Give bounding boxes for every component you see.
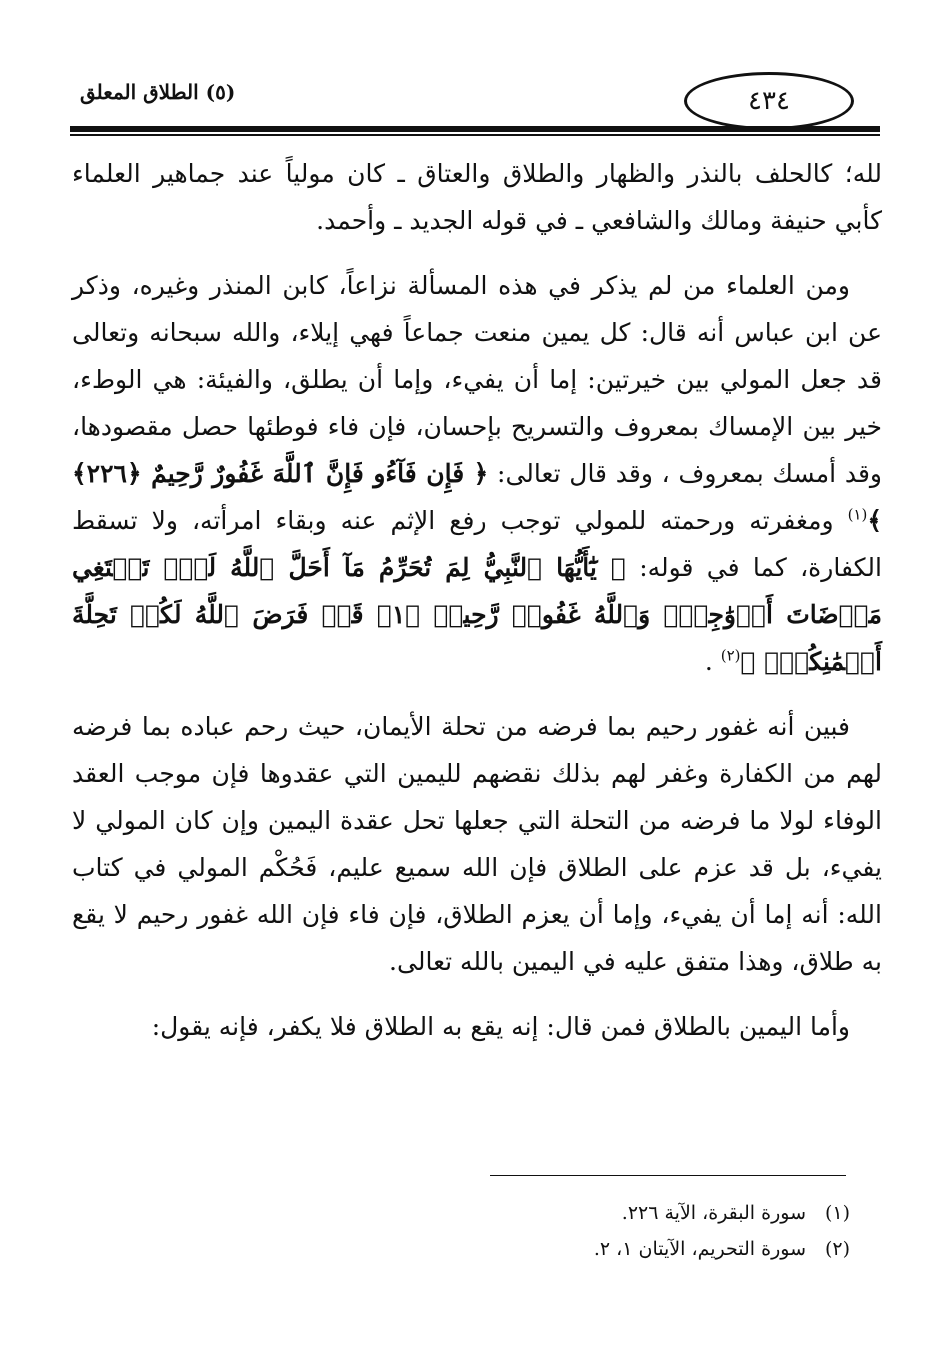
quran-verse: ﴿ يَٰٓأَيُّهَا ٱلنَّبِيُّ لِمَ تُحَرِّمُ مَآ أَحَلَّ ٱللَّهُ لَكَۖ تَبۡتَغِي مَرۡضَاتَ أَزۡوَٰجِكَۚ وَٱللَّهُ غَفُورٞ رَّحِيمٞ ﴿١﴾ قَدۡ فَرَضَ ٱللَّهُ لَكُمۡ تَحِلَّةَ أَيۡمَٰنِكُمۡۚ ﴾ [72,553,883,676]
footnote-item [300,1195,850,1231]
paragraph-text: وأما اليمين بالطلاق فمن قال: إنه يقع به الطلاق فلا يكفر، فإنه يقول: [151,1012,850,1041]
footnote-item [300,1231,850,1267]
footnote-text: سورة البقرة، الآية ٢٢٦. [621,1202,806,1224]
paragraph [72,262,882,685]
footnote-text: سورة التحريم، الآيتان ١، ٢. [593,1238,806,1260]
page-number-text: ٤٣٤ [748,86,790,116]
footnote-divider [490,1175,846,1176]
paragraph-text: فبين أنه غفور رحيم بما فرضه من تحلة الأيمان، حيث رحم عباده بما فرضه لهم من الكفارة وغفر لهم بذلك نقضهم لليمين التي عقدوها فإن موجب العقد الوفاء لولا ما فرضه من التحلة التي جعلها تحل عقدة اليمين وإن كان المولي لا يفيء، بل قد عزم على الطلاق فإن الله سميع عليم، فَحُكْم المولي في كتاب الله: أنه إما أن يفيء، وإما أن يعزم الطلاق، فإن فاء فإن الله غفور رحيم لا يقع به طلاق، وهذا متفق عليه في اليمين بالله تعالى. [72,712,882,976]
footnotes [300,1195,850,1267]
paragraph-text: لله؛ كالحلف بالنذر والظهار والطلاق والعتاق ـ كان مولياً عند جماهير العلماء كأبي حنيفة ومالك والشافعي ـ في قوله الجديد ـ وأحمد. [72,159,882,235]
paragraph [72,150,882,244]
header-rule-thin [70,134,880,136]
body-text [72,150,882,1068]
page-header [70,66,880,136]
footnote-number: (٢) [824,1238,850,1260]
paragraph [72,1003,882,1050]
running-title: (٥) الطلاق المعلق [80,80,236,104]
paragraph-text: . [704,647,721,676]
paragraph [72,703,882,985]
footnote-number: (١) [824,1202,850,1224]
paragraph-text: ومن العلماء من لم يذكر في هذه المسألة نزاعاً، كابن المنذر وغيره، وذكر عن ابن عباس أنه قال: كل يمين منعت جماعاً فهي إيلاء، والله سبحانه وتعالى قد جعل المولي بين خيرتين: إما أن يفيء، وإما أن يطلق، والفيئة: هي الوطء، خير بين الإمساك بمعروف والتسريح بإحسان، فإن فاء فوطئها حصل مقصودها، وقد أمسك بمعروف ، وقد قال تعالى: [72,271,882,488]
quran-verse: ﴿ فَإِن فَآءُو فَإِنَّ ٱللَّهَ غَفُورٌ رَّحِيمٌ ﴿٢٢٦﴾ ﴾ [72,459,882,535]
footnote-reference: (٢) [720,646,741,665]
page-number [684,72,854,130]
header-rule-thick [70,126,880,132]
footnote-reference: (١) [847,505,868,524]
paragraph-text: ومغفرته ورحمته للمولي توجب رفع الإثم عنه وبقاء امرأته، ولا تسقط الكفارة، كما في قوله: [72,506,882,582]
